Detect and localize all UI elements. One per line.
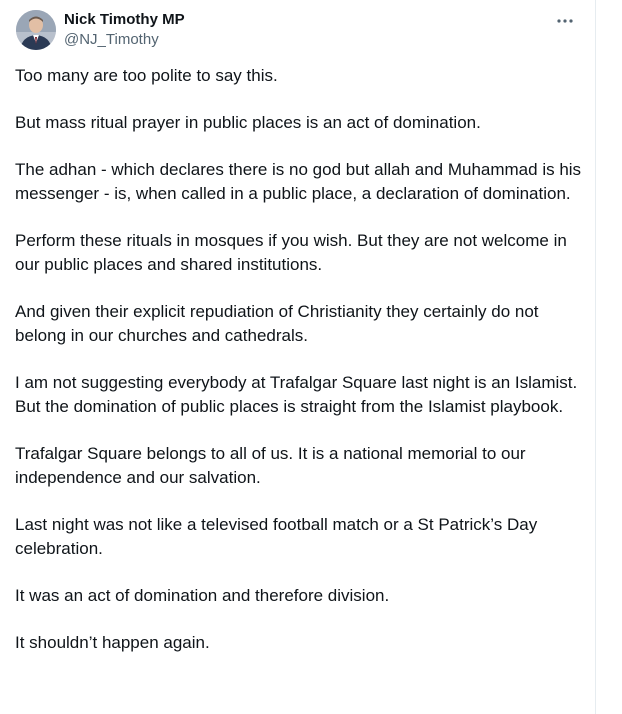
tweet-header bbox=[16, 10, 582, 52]
more-horizontal-icon bbox=[557, 19, 573, 23]
tweet-paragraph: I am not suggesting everybody at Trafalgar Square last night is an Islamist. But the domination of public places is straight from the Islamist playbook. bbox=[15, 373, 578, 416]
column-divider bbox=[595, 0, 596, 714]
tweet-paragraph: Too many are too polite to say this. bbox=[15, 66, 278, 85]
tweet-paragraph: It was an act of domination and therefore division. bbox=[15, 586, 390, 605]
tweet-paragraph: Last night was not like a televised football match or a St Patrick’s Day celebration. bbox=[15, 515, 538, 558]
tweet-paragraph: But mass ritual prayer in public places is an act of domination. bbox=[15, 113, 481, 132]
tweet-text bbox=[15, 64, 583, 655]
avatar[interactable] bbox=[16, 10, 56, 50]
tweet-paragraph: Trafalgar Square belongs to all of us. It is a national memorial to our independence and our salvation. bbox=[15, 444, 526, 487]
more-options-button[interactable] bbox=[554, 12, 576, 30]
author-names bbox=[64, 10, 185, 50]
tweet-paragraph: The adhan - which declares there is no god but allah and Muhammad is his messenger - is, when called in a public place, a declaration of domination. bbox=[15, 160, 582, 203]
tweet-paragraph: And given their explicit repudiation of Christianity they certainly do not belong in our churches and cathedrals. bbox=[15, 302, 539, 345]
profile-photo-icon bbox=[16, 10, 56, 50]
tweet-paragraph: Perform these rituals in mosques if you wish. But they are not welcome in our public places and shared institutions. bbox=[15, 231, 567, 274]
author-display-name[interactable]: Nick Timothy MP bbox=[64, 11, 185, 28]
author-handle[interactable]: @NJ_Timothy bbox=[64, 31, 159, 48]
tweet-paragraph: It shouldn’t happen again. bbox=[15, 633, 210, 652]
